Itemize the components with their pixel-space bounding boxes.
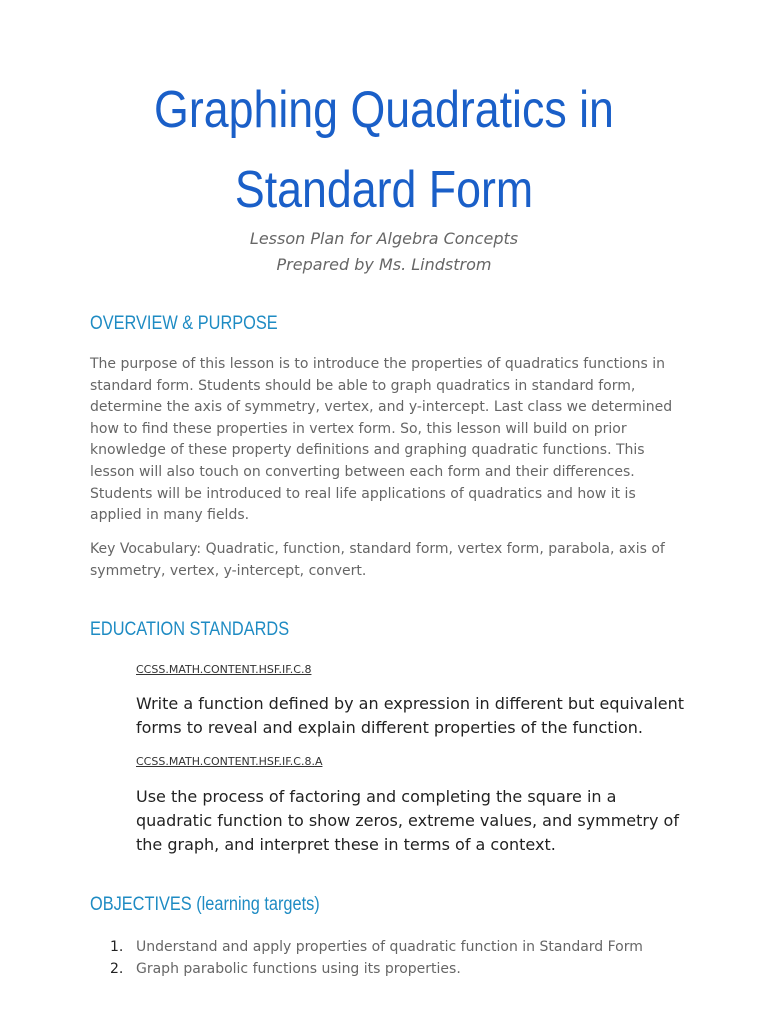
standard-description-line: Write a function defined by an expression in different but equivalent xyxy=(136,694,685,713)
overview-line: lesson will also touch on converting between each form and their differences. xyxy=(90,463,635,480)
title-line-2: Standard Form xyxy=(234,161,534,219)
vocab-line: Key Vocabulary: Quadratic, function, standard form, vertex form, parabola, axis of xyxy=(90,541,665,557)
objective-text: Understand and apply properties of quadratic function in Standard Form xyxy=(136,939,643,955)
title-line-1: Graphing Quadratics in xyxy=(154,81,614,139)
objective-text: Graph parabolic functions using its properties. xyxy=(136,961,461,977)
document-subtitle xyxy=(0,226,768,278)
overview-line: The purpose of this lesson is to introduce the properties of quadratics functions in xyxy=(90,356,665,372)
list-number: 2. xyxy=(110,961,124,977)
list-item xyxy=(110,958,643,980)
list-item xyxy=(110,936,643,958)
overview-line: how to find these properties in vertex form. So, this lesson will build on prior xyxy=(90,420,627,437)
standard-description-line: forms to reveal and explain different properties of the function. xyxy=(136,718,643,737)
standard-code-link[interactable]: CCSS.MATH.CONTENT.HSF.IF.C.8.A xyxy=(136,755,323,768)
list-number: 1. xyxy=(110,939,124,955)
overview-line: determine the axis of symmetry, vertex, and y-intercept. Last class we determined xyxy=(90,399,673,416)
overview-line: standard form. Students should be able to graph quadratics in standard form, xyxy=(90,377,636,394)
objectives-heading: OBJECTIVES (learning targets) xyxy=(90,894,320,915)
standard-description-line: quadratic function to show zeros, extreme values, and symmetry of xyxy=(136,811,679,830)
overview-line: knowledge of these property definitions and graphing quadratic functions. This xyxy=(90,442,645,459)
standard-description-line: Use the process of factoring and completing the square in a xyxy=(136,787,617,806)
objectives-list xyxy=(110,936,643,980)
overview-paragraph xyxy=(90,354,690,527)
standard-description xyxy=(136,692,696,740)
vocab-line: symmetry, vertex, y-intercept, convert. xyxy=(90,562,367,579)
subtitle-line-2: Prepared by Ms. Lindstrom xyxy=(276,255,492,274)
standard-description-line: the graph, and interpret these in terms of a context. xyxy=(136,835,556,854)
standard-code-link[interactable]: CCSS.MATH.CONTENT.HSF.IF.C.8 xyxy=(136,663,312,676)
subtitle-line-1: Lesson Plan for Algebra Concepts xyxy=(249,229,519,248)
overview-line: Students will be introduced to real life applications of quadratics and how it is xyxy=(90,485,636,502)
standards-heading: EDUCATION STANDARDS xyxy=(90,619,290,640)
standard-description xyxy=(136,785,696,857)
key-vocabulary-paragraph xyxy=(90,539,690,582)
overview-heading: OVERVIEW & PURPOSE xyxy=(90,313,278,334)
overview-line: applied in many fields. xyxy=(90,507,250,524)
document-title xyxy=(54,70,714,230)
